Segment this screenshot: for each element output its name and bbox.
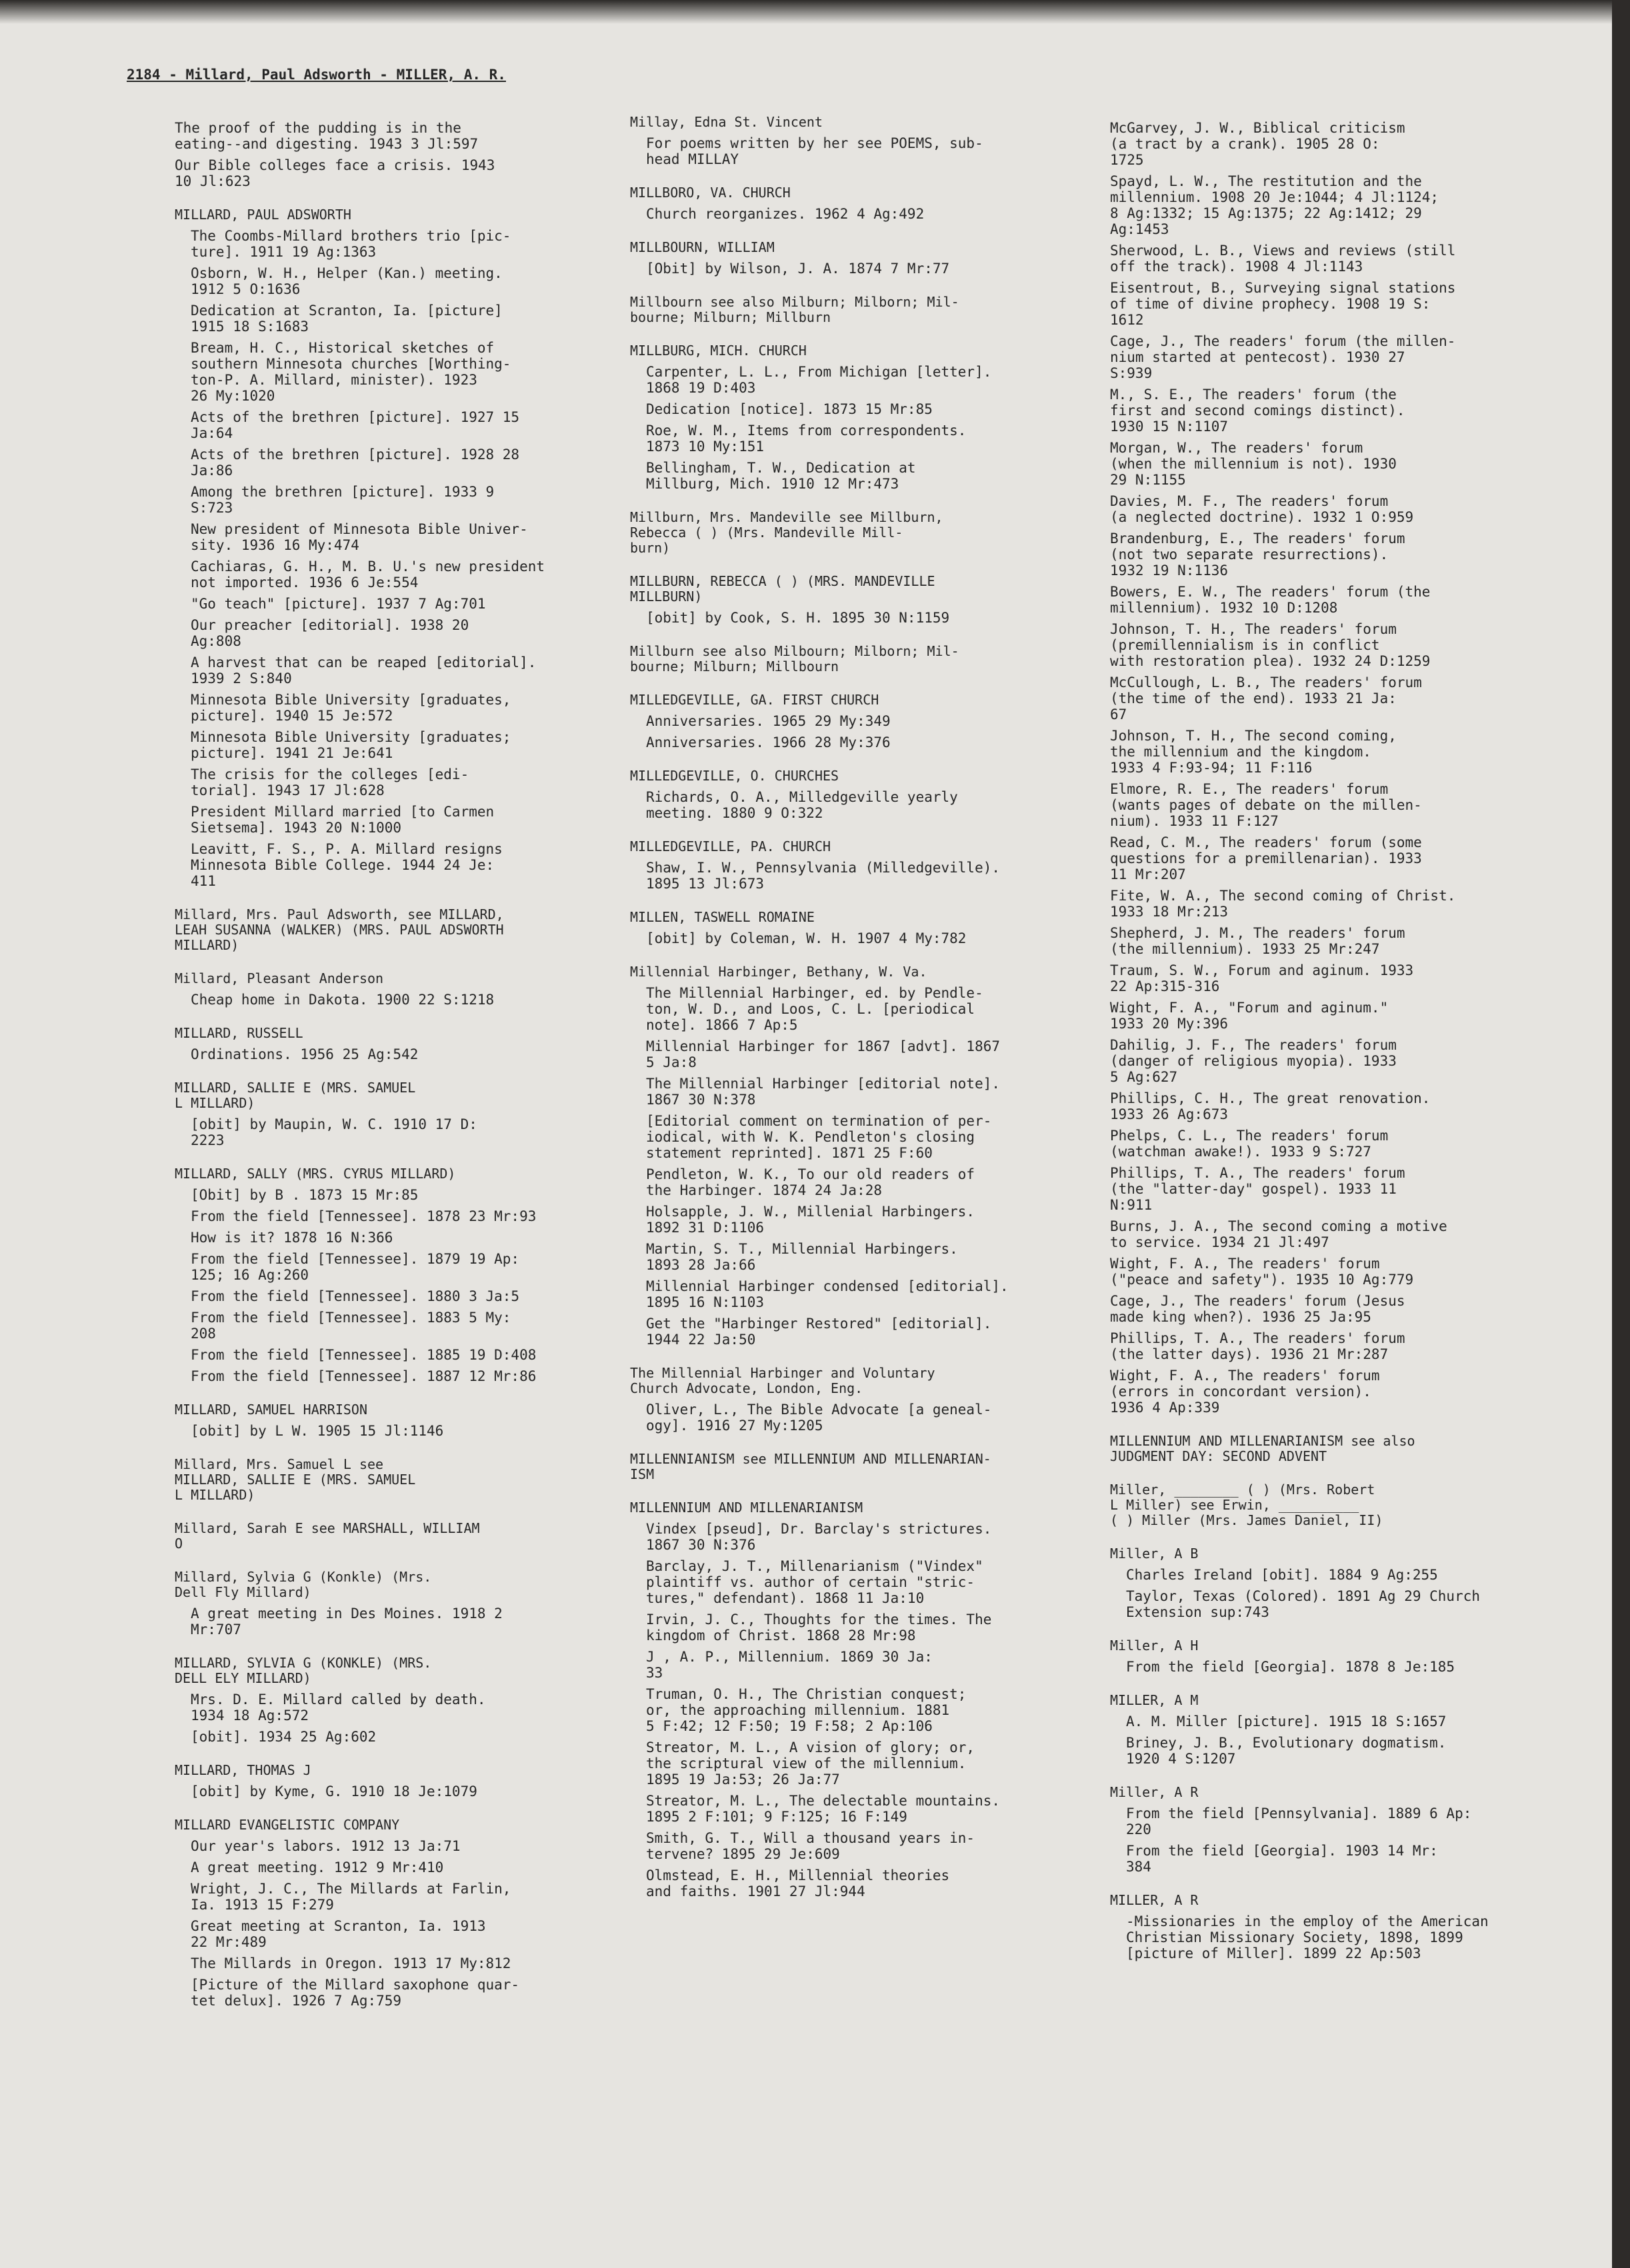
citation-item: M., S. E., The readers' forum (the first and second comings distinct). 1930 15 N:1107 [1110, 387, 1405, 435]
citation-item: How is it? 1878 16 N:366 [191, 1230, 393, 1246]
index-entry [630, 574, 1070, 626]
index-entry [630, 185, 1070, 222]
citation-item: A great meeting. 1912 9 Mr:410 [191, 1859, 444, 1875]
index-entry [1110, 120, 1557, 1416]
citation-item: Brandenburg, E., The readers' forum (not two separate resurrections). 1932 19 N:1136 [1110, 531, 1405, 578]
citation-item: Streator, M. L., The delectable mountains. 1895 2 F:101; 9 F:125; 16 F:149 [646, 1793, 1001, 1825]
citation-item: Johnson, T. H., The readers' forum (premillennialism is in conflict with restoration plea). 1932 24 D:1259 [1110, 621, 1431, 669]
citation-item: Pendleton, W. K., To our old readers of the Harbinger. 1874 24 Ja:28 [646, 1166, 975, 1198]
entry-heading: Millbourn see also Milburn; Milborn; Mil- bourne; Milburn; Millburn [630, 294, 959, 325]
entry-heading: MILLENNIUM AND MILLENARIANISM see also JUDGMENT DAY: SECOND ADVENT [1110, 1433, 1415, 1464]
citation-item: Our year's labors. 1912 13 Ja:71 [191, 1838, 461, 1854]
citation-item: Wright, J. C., The Millards at Farlin, Ia. 1913 15 F:279 [191, 1881, 511, 1913]
index-entry [175, 971, 588, 1008]
citation-item: [obit] by Coleman, W. H. 1907 4 My:782 [646, 930, 967, 946]
citation-item: [obit] by Maupin, W. C. 1910 17 D: 2223 [191, 1116, 477, 1148]
citation-item: Ordinations. 1956 25 Ag:542 [191, 1046, 419, 1062]
citation-item: Anniversaries. 1965 29 My:349 [646, 713, 891, 729]
citation-item: Bream, H. C., Historical sketches of southern Minnesota churches [Worthing- ton-P. A. Millard, minister). 1923 26 My:1020 [191, 340, 511, 404]
index-entry [1110, 1546, 1557, 1620]
citation-item: Mrs. D. E. Millard called by death. 1934 18 Ag:572 [191, 1692, 486, 1723]
citation-item: Smith, G. T., Will a thousand years in- tervene? 1895 29 Je:609 [646, 1830, 975, 1862]
entry-heading: The Millennial Harbinger and Voluntary Church Advocate, London, Eng. [630, 1365, 935, 1396]
index-entry [1110, 1785, 1557, 1875]
citation-item: Sherwood, L. B., Views and reviews (still off the track). 1908 4 Jl:1143 [1110, 243, 1456, 275]
citation-item: The Millards in Oregon. 1913 17 My:812 [191, 1955, 511, 1971]
citation-item: Briney, J. B., Evolutionary dogmatism. 1920 4 S:1207 [1126, 1735, 1447, 1767]
entry-heading: Miller, ________ ( ) (Mrs. Robert L Miller) see Erwin, __________ ( ) Miller (Mrs. James Daniel, II) [1110, 1482, 1383, 1528]
entry-heading: MILLEDGEVILLE, O. CHURCHES [630, 768, 839, 784]
citation-item: Cachiaras, G. H., M. B. U.'s new president not imported. 1936 6 Je:554 [191, 559, 545, 590]
citation-item: Millennial Harbinger for 1867 [advt]. 1867 5 Ja:8 [646, 1038, 1001, 1070]
citation-item: Martin, S. T., Millennial Harbingers. 1893 28 Ja:66 [646, 1241, 958, 1273]
book-edge [1612, 0, 1630, 2268]
index-entry [175, 1817, 588, 2009]
citation-item: Traum, S. W., Forum and aginum. 1933 22 Ap:315-316 [1110, 962, 1414, 994]
citation-item: Olmstead, E. H., Millennial theories and faiths. 1901 27 Jl:944 [646, 1867, 950, 1899]
entry-heading: MILLARD, RUSSELL [175, 1025, 303, 1041]
index-entry [630, 768, 1070, 821]
citation-item: Millennial Harbinger condensed [editorial]. 1895 16 N:1103 [646, 1278, 1009, 1310]
citation-item: Our preacher [editorial]. 1938 20 Ag:808 [191, 617, 469, 649]
citation-item: Morgan, W., The readers' forum (when the millennium is not). 1930 29 N:1155 [1110, 440, 1397, 488]
citation-item: Church reorganizes. 1962 4 Ag:492 [646, 206, 925, 222]
index-entry [175, 1457, 588, 1503]
entry-heading: Millburn see also Milbourn; Milborn; Mil- bourne; Milburn; Millbourn [630, 643, 959, 674]
index-entry [630, 343, 1070, 492]
page-top-shadow [0, 0, 1612, 24]
index-entry [175, 1570, 588, 1638]
index-entry [1110, 1893, 1557, 1961]
entry-heading: Millard, Sarah E see MARSHALL, WILLIAM O [175, 1520, 480, 1552]
citation-item: Charles Ireland [obit]. 1884 9 Ag:255 [1126, 1567, 1438, 1583]
page-header: 2184 - Millard, Paul Adsworth - MILLER, A. R. [127, 67, 506, 83]
entry-heading: MILLARD, SALLY (MRS. CYRUS MILLARD) [175, 1166, 456, 1182]
index-entry [175, 1521, 588, 1552]
citation-item: Irvin, J. C., Thoughts for the times. The kingdom of Christ. 1868 28 Mr:98 [646, 1612, 992, 1644]
index-entry [175, 907, 588, 953]
citation-item: Carpenter, L. L., From Michigan [letter]. 1868 19 D:403 [646, 364, 992, 396]
citation-item: Osborn, W. H., Helper (Kan.) meeting. 1912 5 O:1636 [191, 265, 503, 297]
citation-item: [Picture of the Millard saxophone quar- tet delux]. 1926 7 Ag:759 [191, 1977, 520, 2009]
citation-item: Get the "Harbinger Restored" [editorial]. 1944 22 Ja:50 [646, 1316, 992, 1348]
citation-item: Elmore, R. E., The readers' forum (wants pages of debate on the millen- nium). 1933 11 F:127 [1110, 781, 1422, 829]
index-column-1 [175, 115, 588, 2027]
citation-item: Davies, M. F., The readers' forum (a neglected doctrine). 1932 1 O:959 [1110, 493, 1414, 525]
entry-heading: Miller, A H [1110, 1638, 1199, 1654]
citation-item: From the field [Tennessee]. 1879 19 Ap: 125; 16 Ag:260 [191, 1251, 520, 1283]
index-entry [630, 644, 1070, 674]
entry-heading: MILLBOURN, WILLIAM [630, 239, 775, 255]
entry-heading: MILLER, A M [1110, 1692, 1199, 1708]
citation-item: The Millennial Harbinger [editorial note]. 1867 30 N:378 [646, 1076, 1001, 1108]
entry-heading: MILLARD, PAUL ADSWORTH [175, 207, 351, 223]
citation-item: Taylor, Texas (Colored). 1891 Ag 29 Church Extension sup:743 [1126, 1588, 1481, 1620]
index-entry [1110, 1482, 1557, 1528]
index-entry [630, 240, 1070, 277]
citation-item: From the field [Pennsylvania]. 1889 6 Ap: 220 [1126, 1805, 1472, 1837]
citation-item: [Obit] by B . 1873 15 Mr:85 [191, 1187, 419, 1203]
index-entry [175, 1402, 588, 1439]
citation-item: Cheap home in Dakota. 1900 22 S:1218 [191, 992, 495, 1008]
citation-item: President Millard married [to Carmen Sietsema]. 1943 20 N:1000 [191, 804, 495, 836]
citation-item: Fite, W. A., The second coming of Christ. 1933 18 Mr:213 [1110, 888, 1456, 920]
citation-item: [obit] by Kyme, G. 1910 18 Je:1079 [191, 1783, 477, 1799]
citation-item: The Coombs-Millard brothers trio [pic- ture]. 1911 19 Ag:1363 [191, 228, 511, 260]
citation-item: Streator, M. L., A vision of glory; or, the scriptural view of the millennium. 1895 19 Ja:53; 26 Ja:77 [646, 1739, 975, 1787]
citation-item: A. M. Miller [picture]. 1915 18 S:1657 [1126, 1713, 1447, 1729]
entry-heading: MILLEDGEVILLE, PA. CHURCH [630, 838, 831, 854]
index-entry [1110, 1638, 1557, 1675]
citation-item: Minnesota Bible University [graduates, picture]. 1940 15 Je:572 [191, 692, 511, 724]
citation-item: [obit] by Cook, S. H. 1895 30 N:1159 [646, 610, 950, 626]
entry-heading: MILLER, A R [1110, 1892, 1199, 1908]
citation-item: From the field [Tennessee]. 1885 19 D:408 [191, 1347, 537, 1363]
index-entry [630, 910, 1070, 946]
citation-item: From the field [Georgia]. 1878 8 Je:185 [1126, 1659, 1455, 1675]
citation-item: Phillips, T. A., The readers' forum (the "latter-day" gospel). 1933 11 N:911 [1110, 1165, 1405, 1213]
entry-heading: Millay, Edna St. Vincent [630, 114, 823, 130]
citation-item: Oliver, L., The Bible Advocate [a geneal- ogy]. 1916 27 My:1205 [646, 1402, 992, 1434]
entry-heading: Millburn, Mrs. Mandeville see Millburn, Rebecca ( ) (Mrs. Mandeville Mill- burn) [630, 509, 943, 556]
index-column-2 [630, 115, 1070, 1917]
citation-item: Shepherd, J. M., The readers' forum (the millennium). 1933 25 Mr:247 [1110, 925, 1405, 957]
entry-heading: Miller, A R [1110, 1784, 1199, 1800]
citation-item: Wight, F. A., "Forum and aginum." 1933 20 My:396 [1110, 1000, 1389, 1032]
citation-item: Acts of the brethren [picture]. 1927 15 Ja:64 [191, 409, 520, 441]
entry-heading: MILLARD, SYLVIA G (KONKLE) (MRS. DELL ELY MILLARD) [175, 1655, 432, 1686]
entry-heading: Miller, A B [1110, 1546, 1199, 1562]
index-entry [1110, 1434, 1557, 1464]
index-entry [630, 964, 1070, 1348]
citation-item: Dedication [notice]. 1873 15 Mr:85 [646, 401, 933, 417]
citation-item: Acts of the brethren [picture]. 1928 28 Ja:86 [191, 447, 520, 479]
citation-item: Holsapple, J. W., Millenial Harbingers. 1892 31 D:1106 [646, 1204, 975, 1236]
entry-heading: Millard, Mrs. Samuel L see MILLARD, SALLIE E (MRS. SAMUEL L MILLARD) [175, 1456, 416, 1503]
entry-heading: Millennial Harbinger, Bethany, W. Va. [630, 964, 927, 980]
citation-item: Dedication at Scranton, Ia. [picture] 1915 18 S:1683 [191, 303, 503, 335]
index-entry [630, 692, 1070, 750]
index-entry [175, 207, 588, 889]
entry-heading: MILLARD EVANGELISTIC COMPANY [175, 1817, 400, 1833]
entry-heading: MILLENNIUM AND MILLENARIANISM [630, 1500, 863, 1516]
citation-item: McCullough, L. B., The readers' forum (the time of the end). 1933 21 Ja: 67 [1110, 674, 1422, 722]
index-entry [1110, 1693, 1557, 1767]
entry-heading: MILLENNIANISM see MILLENNIUM AND MILLENARIAN- ISM [630, 1451, 991, 1482]
entry-heading: MILLARD, THOMAS J [175, 1762, 311, 1778]
entry-heading: Millard, Mrs. Paul Adsworth, see MILLARD, LEAH SUSANNA (WALKER) (MRS. PAUL ADSWORTH MILLARD) [175, 906, 504, 953]
citation-item: Roe, W. M., Items from correspondents. 1873 10 My:151 [646, 423, 967, 455]
citation-item: Great meeting at Scranton, Ia. 1913 22 Mr:489 [191, 1918, 486, 1950]
citation-item: Wight, F. A., The readers' forum (errors in concordant version). 1936 4 Ap:339 [1110, 1368, 1380, 1416]
citation-item: From the field [Tennessee]. 1880 3 Ja:5 [191, 1288, 520, 1304]
citation-item: The Millennial Harbinger, ed. by Pendle- ton, W. D., and Loos, C. L. [periodical note]. 1866 7 Ap:5 [646, 985, 983, 1033]
citation-item: Wight, F. A., The readers' forum ("peace and safety"). 1935 10 Ag:779 [1110, 1256, 1414, 1288]
citation-item: From the field [Tennessee]. 1887 12 Mr:86 [191, 1368, 537, 1384]
citation-item: McGarvey, J. W., Biblical criticism (a tract by a crank). 1905 28 O: 1725 [1110, 120, 1405, 168]
citation-item: For poems written by her see POEMS, sub- head MILLAY [646, 135, 983, 167]
citation-item: Cage, J., The readers' forum (Jesus made king when?). 1936 25 Ja:95 [1110, 1293, 1405, 1325]
citation-item: From the field [Tennessee]. 1878 23 Mr:93 [191, 1208, 537, 1224]
entry-heading: MILLBURN, REBECCA ( ) (MRS. MANDEVILLE MILLBURN) [630, 573, 935, 604]
index-entry [175, 120, 588, 189]
citation-item: Among the brethren [picture]. 1933 9 S:723 [191, 484, 495, 516]
index-entry [630, 1366, 1070, 1434]
citation-item: Spayd, L. W., The restitution and the millennium. 1908 20 Je:1044; 4 Jl:1124; 8 Ag:1332; 15 Ag:1375; 22 Ag:1412; 29 Ag:1453 [1110, 173, 1439, 237]
entry-heading: MILLEDGEVILLE, GA. FIRST CHURCH [630, 692, 879, 708]
citation-item: Dahilig, J. F., The readers' forum (danger of religious myopia). 1933 5 Ag:627 [1110, 1037, 1397, 1085]
citation-item: A harvest that can be reaped [editorial]. 1939 2 S:840 [191, 654, 537, 686]
citation-item: Richards, O. A., Milledgeville yearly meeting. 1880 9 O:322 [646, 789, 958, 821]
entry-heading: Millard, Pleasant Anderson [175, 970, 384, 986]
citation-item: Vindex [pseud], Dr. Barclay's strictures. 1867 30 N:376 [646, 1521, 992, 1553]
index-entry [175, 1166, 588, 1384]
citation-item: Our Bible colleges face a crisis. 1943 10 Jl:623 [175, 157, 495, 189]
citation-item: From the field [Tennessee]. 1883 5 My: 208 [191, 1310, 511, 1342]
citation-item: The crisis for the colleges [edi- torial]. 1943 17 Jl:628 [191, 766, 469, 798]
citation-item: Bowers, E. W., The readers' forum (the millennium). 1932 10 D:1208 [1110, 584, 1431, 616]
citation-item: [Editorial comment on termination of per- iodical, with W. K. Pendleton's closing statement reprinted]. 1871 25 F:60 [646, 1113, 992, 1161]
citation-item: A great meeting in Des Moines. 1918 2 Mr:707 [191, 1606, 503, 1638]
entry-heading: MILLARD, SALLIE E (MRS. SAMUEL L MILLARD) [175, 1080, 416, 1111]
citation-item: Minnesota Bible University [graduates; picture]. 1941 21 Je:641 [191, 729, 511, 761]
index-entry [630, 115, 1070, 167]
citation-item: J , A. P., Millennium. 1869 30 Ja: 33 [646, 1649, 933, 1681]
index-column-3 [1110, 115, 1557, 1979]
index-entry [175, 1656, 588, 1745]
index-entry [630, 1500, 1070, 1899]
citation-item: Phillips, T. A., The readers' forum (the latter days). 1936 21 Mr:287 [1110, 1330, 1405, 1362]
entry-heading: MILLEN, TASWELL ROMAINE [630, 909, 815, 925]
citation-item: "Go teach" [picture]. 1937 7 Ag:701 [191, 596, 486, 612]
citation-item: [Obit] by Wilson, J. A. 1874 7 Mr:77 [646, 261, 950, 277]
citation-item: Anniversaries. 1966 28 My:376 [646, 734, 891, 750]
citation-item: Bellingham, T. W., Dedication at Millburg, Mich. 1910 12 Mr:473 [646, 460, 916, 492]
index-entry [175, 1763, 588, 1799]
citation-item: Burns, J. A., The second coming a motive to service. 1934 21 Jl:497 [1110, 1218, 1447, 1250]
citation-item: [obit]. 1934 25 Ag:602 [191, 1729, 377, 1745]
citation-item: Eisentrout, B., Surveying signal stations of time of divine prophecy. 1908 19 S: 1612 [1110, 280, 1456, 328]
citation-item: Johnson, T. H., The second coming, the millennium and the kingdom. 1933 4 F:93-94; 11 F:116 [1110, 728, 1397, 776]
citation-item: Shaw, I. W., Pennsylvania (Milledgeville). 1895 13 Jl:673 [646, 860, 1001, 892]
entry-heading: MILLARD, SAMUEL HARRISON [175, 1402, 367, 1418]
index-entry [630, 510, 1070, 556]
citation-item: The proof of the pudding is in the eating--and digesting. 1943 3 Jl:597 [175, 120, 479, 152]
citation-item: Phillips, C. H., The great renovation. 1933 26 Ag:673 [1110, 1090, 1431, 1122]
citation-item: Truman, O. H., The Christian conquest; or, the approaching millennium. 1881 5 F:42; 12 F:50; 19 F:58; 2 Ap:106 [646, 1686, 967, 1734]
entry-heading: Millard, Sylvia G (Konkle) (Mrs. Dell Fly Millard) [175, 1569, 432, 1600]
index-entry [630, 295, 1070, 325]
index-entry [175, 1026, 588, 1062]
citation-item: Read, C. M., The readers' forum (some questions for a premillenarian). 1933 11 Mr:207 [1110, 834, 1422, 882]
citation-item: -Missionaries in the employ of the American Christian Missionary Society, 1898, 1899 [picture of Miller]. 1899 22 Ap:503 [1126, 1913, 1489, 1961]
entry-heading: MILLBORO, VA. CHURCH [630, 185, 791, 201]
index-entry [630, 839, 1070, 892]
index-entry [630, 1452, 1070, 1482]
citation-item: Cage, J., The readers' forum (the millen- nium started at pentecost). 1930 27 S:939 [1110, 333, 1456, 381]
entry-heading: MILLBURG, MICH. CHURCH [630, 343, 807, 359]
citation-item: Phelps, C. L., The readers' forum (watchman awake!). 1933 9 S:727 [1110, 1128, 1389, 1160]
citation-item: From the field [Georgia]. 1903 14 Mr: 384 [1126, 1843, 1438, 1875]
index-entry [175, 1080, 588, 1148]
citation-item: Leavitt, F. S., P. A. Millard resigns Minnesota Bible College. 1944 24 Je: 411 [191, 841, 503, 889]
citation-item: Barclay, J. T., Millenarianism ("Vindex" plaintiff vs. author of certain "stric- tures," defendant). 1868 11 Ja:10 [646, 1558, 983, 1606]
citation-item: New president of Minnesota Bible Univer- sity. 1936 16 My:474 [191, 521, 528, 553]
citation-item: [obit] by L W. 1905 15 Jl:1146 [191, 1423, 444, 1439]
